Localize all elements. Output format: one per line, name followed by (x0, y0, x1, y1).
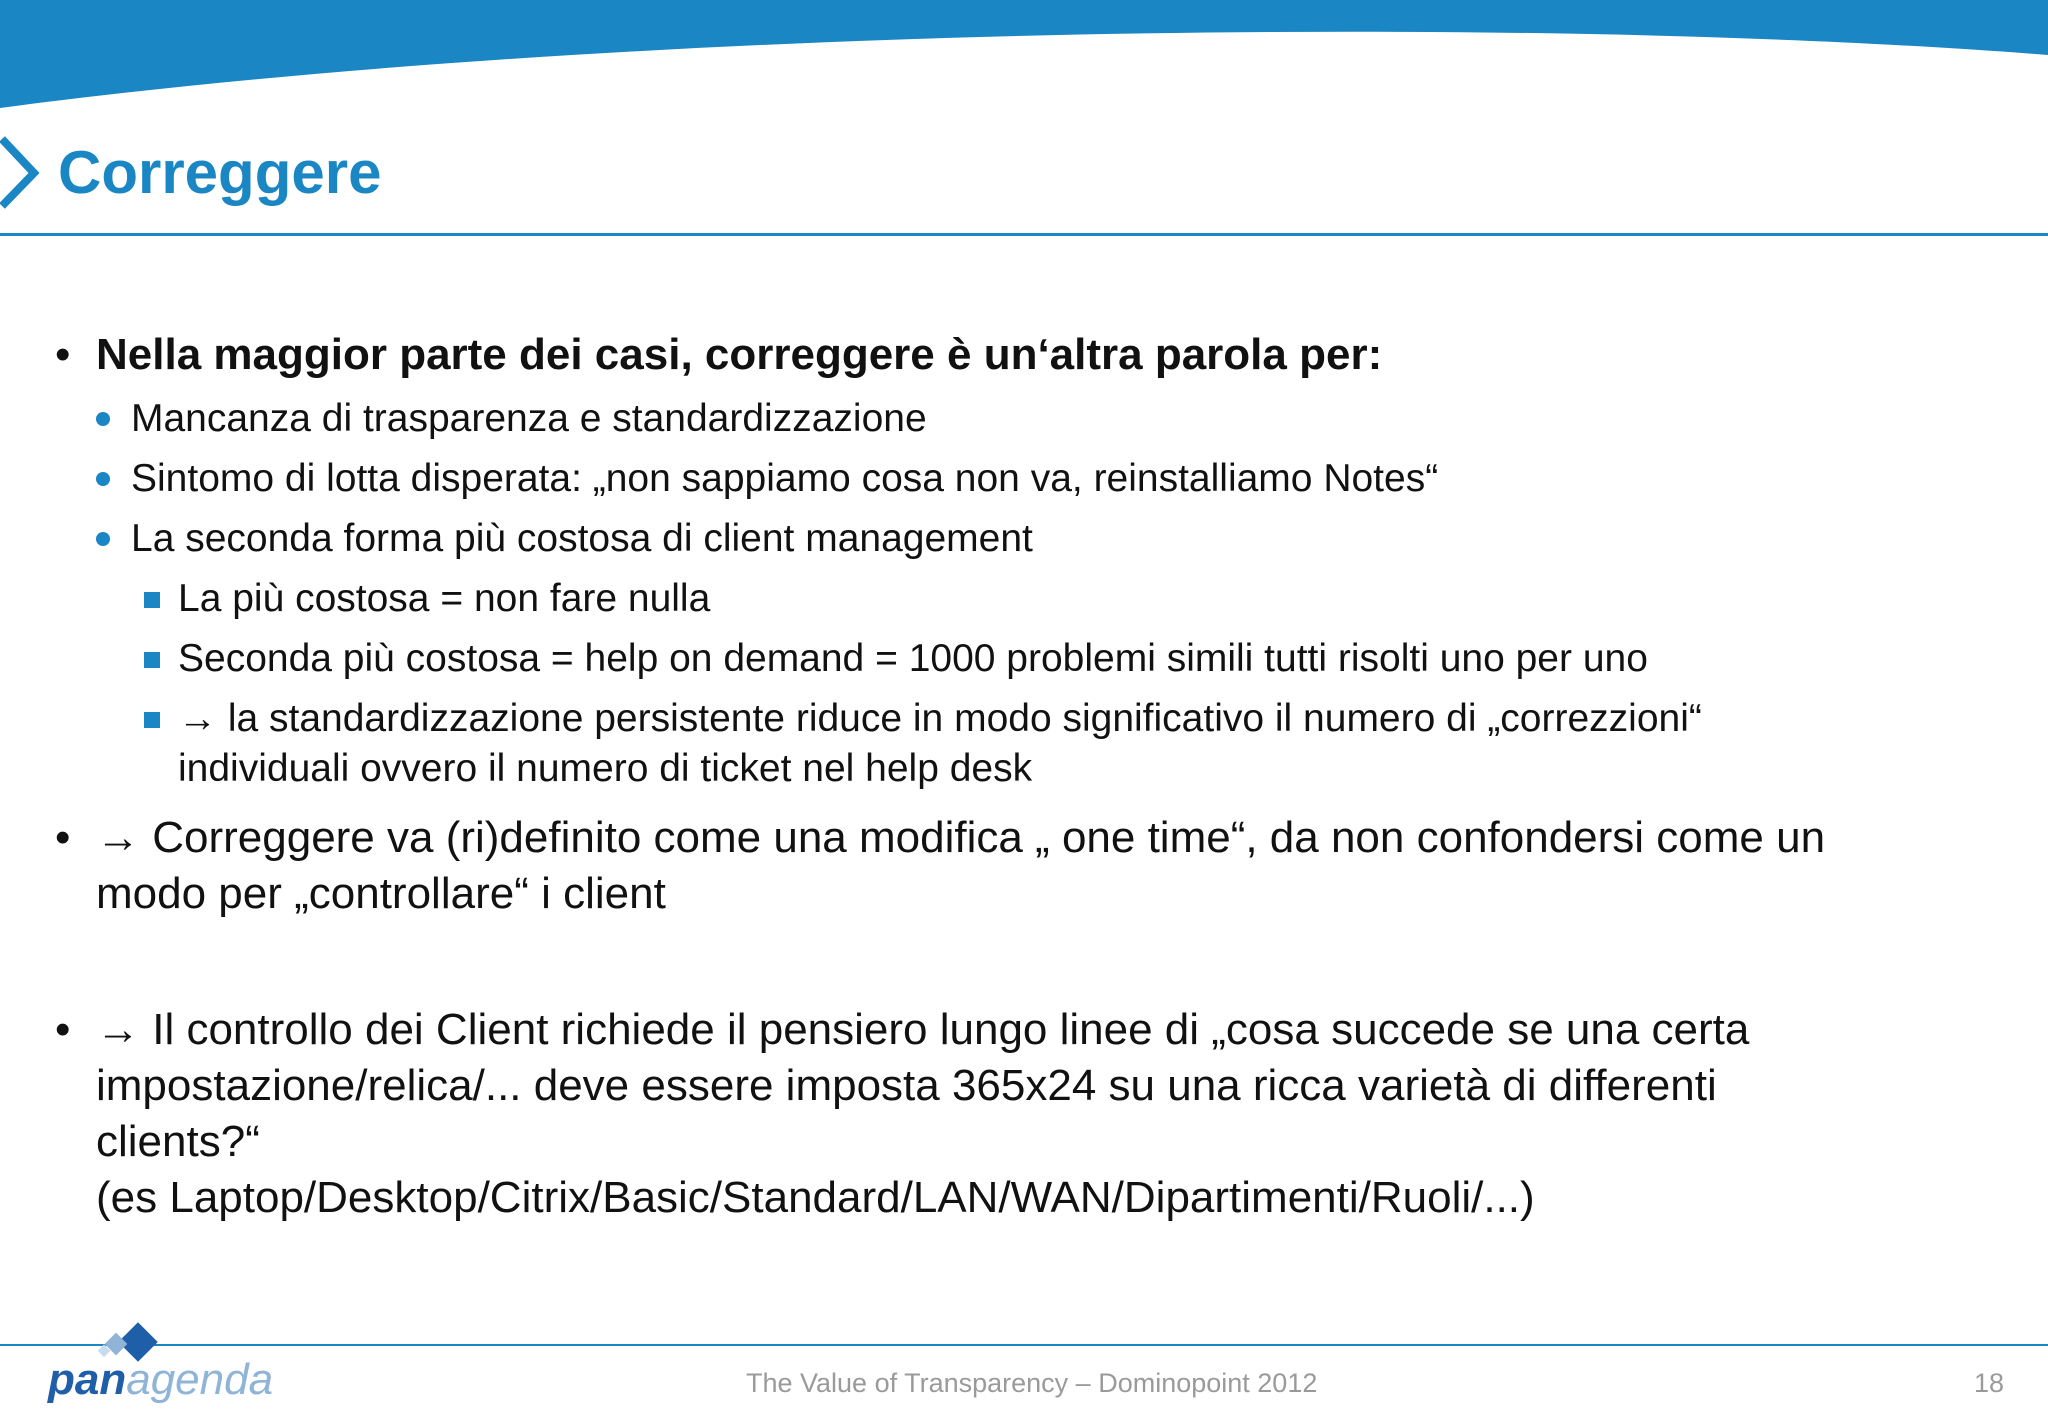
title-divider (0, 233, 2048, 236)
logo-text-agenda: agenda (126, 1355, 274, 1404)
slide-title: Correggere (58, 139, 382, 206)
bullet-dot-icon (96, 532, 110, 546)
header-band (0, 0, 2048, 120)
bullet-marker: • (55, 813, 71, 862)
bullet-square-icon (144, 712, 160, 728)
bullet-square-icon (144, 652, 160, 668)
chevron-right-icon (0, 135, 40, 210)
logo-text-pan: pan (48, 1355, 127, 1404)
footer-caption: The Value of Transparency – Dominopoint 2012 (746, 1368, 1318, 1398)
sub-bullet-text: Sintomo di lotta disperata: „non sappiamo cosa non va, reinstalliamo Notes“ (131, 457, 1439, 500)
sub-sub-bullet-text: Seconda più costosa = help on demand = 1000 problemi simili tutti risolti uno per uno (178, 637, 1648, 680)
bullet-text: clients?“ (96, 1117, 260, 1166)
bullet-dot-icon (96, 412, 110, 426)
sub-sub-bullet-text: individuali ovvero il numero di ticket nel help desk (178, 747, 1033, 790)
sub-bullet-text: Mancanza di trasparenza e standardizzazione (131, 397, 927, 440)
bullet-square-icon (144, 592, 160, 608)
bullet-text: impostazione/relica/... deve essere imposta 365x24 su una ricca varietà di differenti (96, 1061, 1717, 1110)
bullet-text: Nella maggior parte dei casi, correggere è un‘altra parola per: (96, 330, 1383, 379)
bullet-text: → Il controllo dei Client richiede il pensiero lungo linee di „cosa succede se una certa (96, 1005, 1750, 1054)
bullet-marker: • (55, 330, 71, 379)
page-number: 18 (1973, 1368, 2004, 1398)
footer-divider (0, 1344, 2048, 1346)
logo-wordmark (48, 1355, 273, 1405)
sub-sub-bullet-text: → la standardizzazione persistente riduce in modo significativo il numero di „correzzioni“ (178, 697, 1702, 740)
bullet-marker: • (55, 1005, 71, 1054)
bullet-text: → Correggere va (ri)definito come una modifica „ one time“, da non confondersi come un (96, 813, 1826, 862)
bullet-text: (es Laptop/Desktop/Citrix/Basic/Standard/LAN/WAN/Dipartimenti/Ruoli/...) (96, 1173, 1535, 1222)
bullet-dot-icon (96, 472, 110, 486)
bullet-text: modo per „controllare“ i client (96, 869, 666, 918)
sub-bullet-text: La seconda forma più costosa di client management (131, 517, 1033, 560)
sub-sub-bullet-text: La più costosa = non fare nulla (178, 577, 711, 620)
